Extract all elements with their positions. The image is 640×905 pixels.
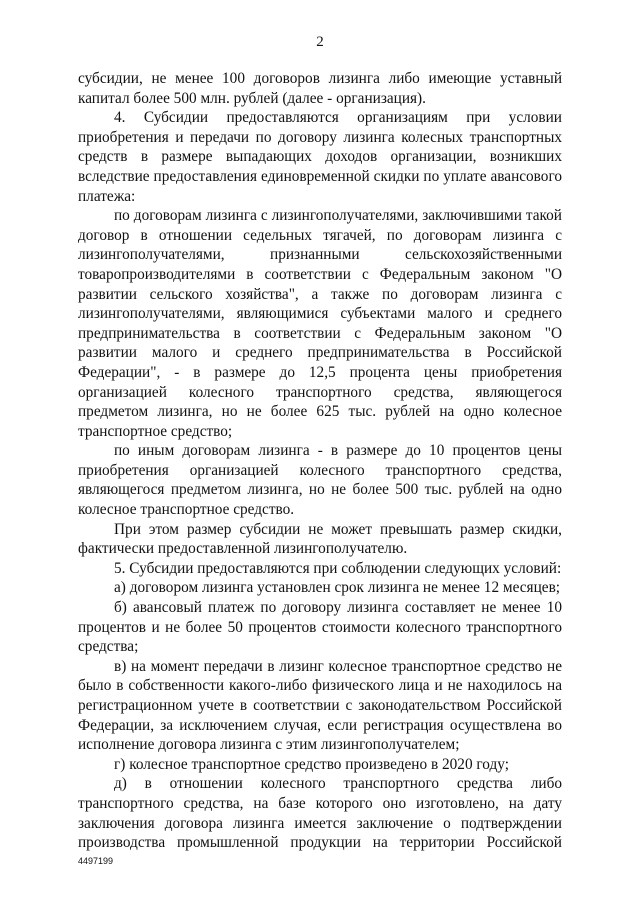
page-number: 2 — [316, 34, 324, 50]
paragraph: г) колесное транспортное средство произведено в 2020 году; — [114, 755, 509, 773]
paragraph: в) на момент передачи в лизинг колесное транспортное средство не было в собственности какого-либо физического лица и не находилось на регистрационном учете в соответствии с законодательством Российской Федерации, за исключением случая, если регистрация осуществлена во исполнение договора лизинга с этим лизингополучателем; — [78, 657, 562, 754]
paragraph: б) авансовый платеж по договору лизинга составляет не менее 10 процентов и не более 50 процентов стоимости колесного транспортного средства; — [78, 599, 562, 656]
paragraph: 4. Субсидии предоставляются организациям при условии приобретения и передачи по договору лизинга колесных транспортных средств в размере выпадающих доходов организации, возникших вследствие предоставления единовременной скидки по уплате авансового платежа: — [78, 109, 562, 205]
paragraph: по иным договорам лизинга - в размере до 10 процентов цены приобретения организацией колесного транспортного средства, являющегося предметом лизинга, но не более 500 тыс. рублей на одно колесное транспортное средство. — [78, 442, 562, 519]
paragraph: по договорам лизинга с лизингополучателями, заключившими такой договор в отношении седельных тягачей, по договорам лизинга с лизингополучателями, признанными сельскохозяйственными товаропроизводителями в соответствии с Федеральным законом "О развитии сельского хозяйства", а также по договорам лизинга с лизингополучателями, являющимися субъектами малого и среднего предпринимательства в соответствии с Федеральным законом "О развитии малого и среднего предпринимательства в Российской Федерации", - в размере до 12,5 процента цены приобретения организацией колесного транспортного средства, являющегося предметом лизинга, но не более 625 тыс. рублей на одно колесное транспортное средство; — [78, 207, 562, 440]
document-body — [78, 69, 562, 853]
paragraph: а) договором лизинга установлен срок лизинга не менее 12 месяцев; — [114, 579, 561, 597]
paragraph: д) в отношении колесного транспортного средства либо транспортного средства, на базе которого оно изготовлено, на дату заключения договора лизинга имеется заключение о подтверждении производства промышленной продукции на территории Российской — [78, 775, 562, 852]
paragraph: субсидии, не менее 100 договоров лизинга либо имеющие уставный капитал более 500 млн. рублей (далее - организация). — [78, 70, 562, 107]
document-code: 4497199 — [78, 856, 114, 866]
paragraph: 5. Субсидии предоставляются при соблюдении следующих условий: — [114, 559, 562, 577]
paragraph: При этом размер субсидии не может превышать размер скидки, фактически предоставленной лизингополучателю. — [78, 520, 562, 558]
